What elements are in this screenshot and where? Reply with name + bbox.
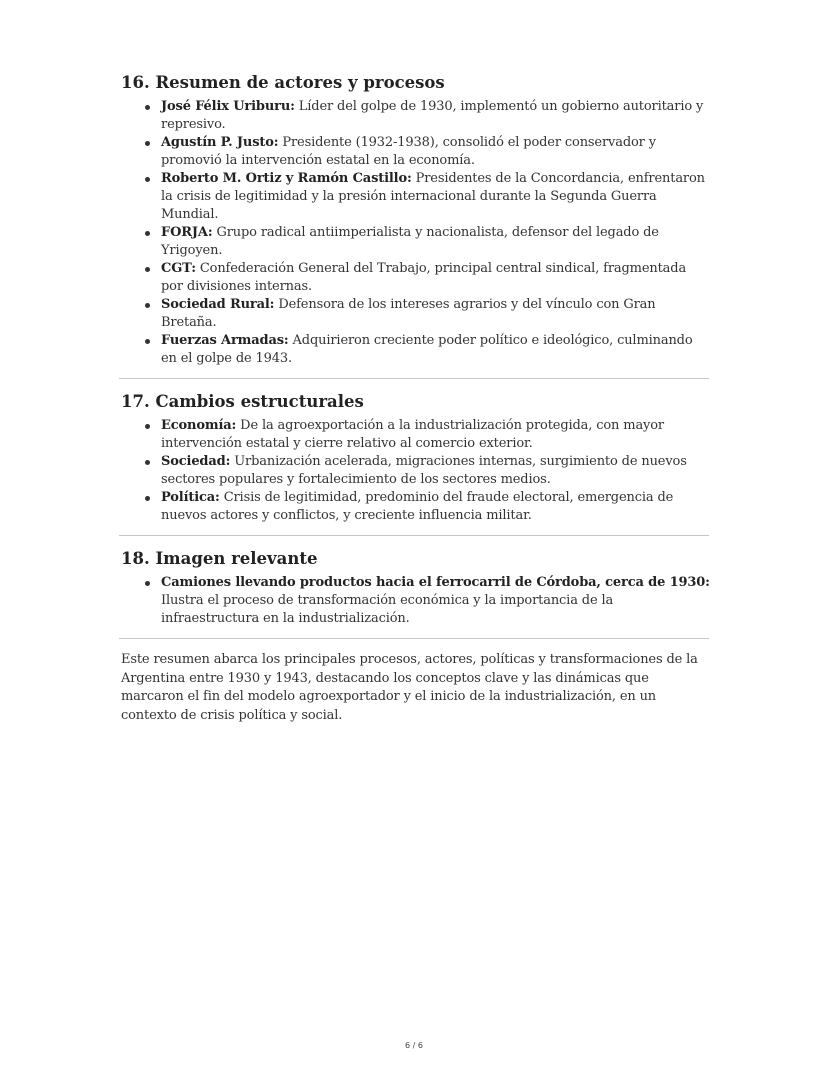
section-cambios [121,391,711,525]
list-item [142,134,711,170]
bullet-icon [145,267,150,272]
bullet-icon [145,231,150,236]
bullet-list [121,574,711,628]
item-label: Economía: [161,418,237,433]
bullet-icon [145,339,150,344]
document-body [121,72,711,725]
item-text: Presidentes de la Concordancia, enfrentaron la crisis de legitimidad y la presión internacional durante la Segunda Guerra Mundial. [161,171,705,222]
bullet-list [121,98,711,368]
bullet-icon [145,424,150,429]
item-label: José Félix Uriburu: [161,99,295,114]
section-divider [119,638,709,639]
list-item [142,453,711,489]
list-item [142,98,711,134]
section-actores [121,72,711,368]
item-text: Ilustra el proceso de transformación económica y la importancia de la infraestructura en la industrialización. [161,593,614,626]
bullet-icon [145,496,150,501]
item-text: Adquirieron creciente poder político e ideológico, culminando en el golpe de 1943. [161,333,693,366]
list-item [142,170,711,224]
item-text: Grupo radical antiimperialista y nacionalista, defensor del legado de Yrigoyen. [161,225,659,258]
bullet-icon [145,581,150,586]
section-divider [119,378,709,379]
list-item [142,260,711,296]
item-text: Crisis de legitimidad, predominio del fraude electoral, emergencia de nuevos actores y conflictos, y creciente influencia militar. [161,490,674,523]
list-item [142,574,711,628]
item-label: Política: [161,490,220,505]
section-title: 18. Imagen relevante [121,549,318,568]
item-label: FORJA: [161,225,213,240]
item-text: Defensora de los intereses agrarios y del vínculo con Gran Bretaña. [161,297,656,330]
list-item [142,296,711,332]
summary-paragraph: Este resumen abarca los principales procesos, actores, políticas y transformaciones de la Argentina entre 1930 y 1943, destacando los conceptos clave y las dinámicas que marcaron el fin del modelo agroexportador y el inicio de la industrialización, en un contexto de crisis política y social. [121,652,698,723]
item-label: CGT: [161,261,196,276]
item-label: Agustín P. Justo: [161,135,279,150]
item-text: Urbanización acelerada, migraciones internas, surgimiento de nuevos sectores populares y fortalecimiento de los sectores medios. [161,454,687,487]
page-number: 6 / 6 [405,1041,423,1050]
item-text: Líder del golpe de 1930, implementó un gobierno autoritario y represivo. [161,99,704,132]
section-divider [119,535,709,536]
section-title: 17. Cambios estructurales [121,392,364,411]
list-item [142,417,711,453]
item-label: Fuerzas Armadas: [161,333,289,348]
list-item [142,332,711,368]
bullet-icon [145,460,150,465]
bullet-icon [145,177,150,182]
item-label: Camiones llevando productos hacia el ferrocarril de Córdoba, cerca de 1930: [161,575,710,590]
bullet-icon [145,105,150,110]
item-text: Confederación General del Trabajo, principal central sindical, fragmentada por divisiones internas. [161,261,687,294]
item-text: Presidente (1932-1938), consolidó el poder conservador y promovió la intervención estatal en la economía. [161,135,656,168]
section-title: 16. Resumen de actores y procesos [121,73,445,92]
list-item [142,489,711,525]
section-imagen [121,548,711,628]
item-label: Sociedad Rural: [161,297,275,312]
bullet-icon [145,141,150,146]
bullet-icon [145,303,150,308]
item-text: De la agroexportación a la industrialización protegida, con mayor intervención estatal y cierre relativo al comercio exterior. [161,418,664,451]
list-item [142,224,711,260]
bullet-list [121,417,711,525]
item-label: Sociedad: [161,454,231,469]
item-label: Roberto M. Ortiz y Ramón Castillo: [161,171,412,186]
